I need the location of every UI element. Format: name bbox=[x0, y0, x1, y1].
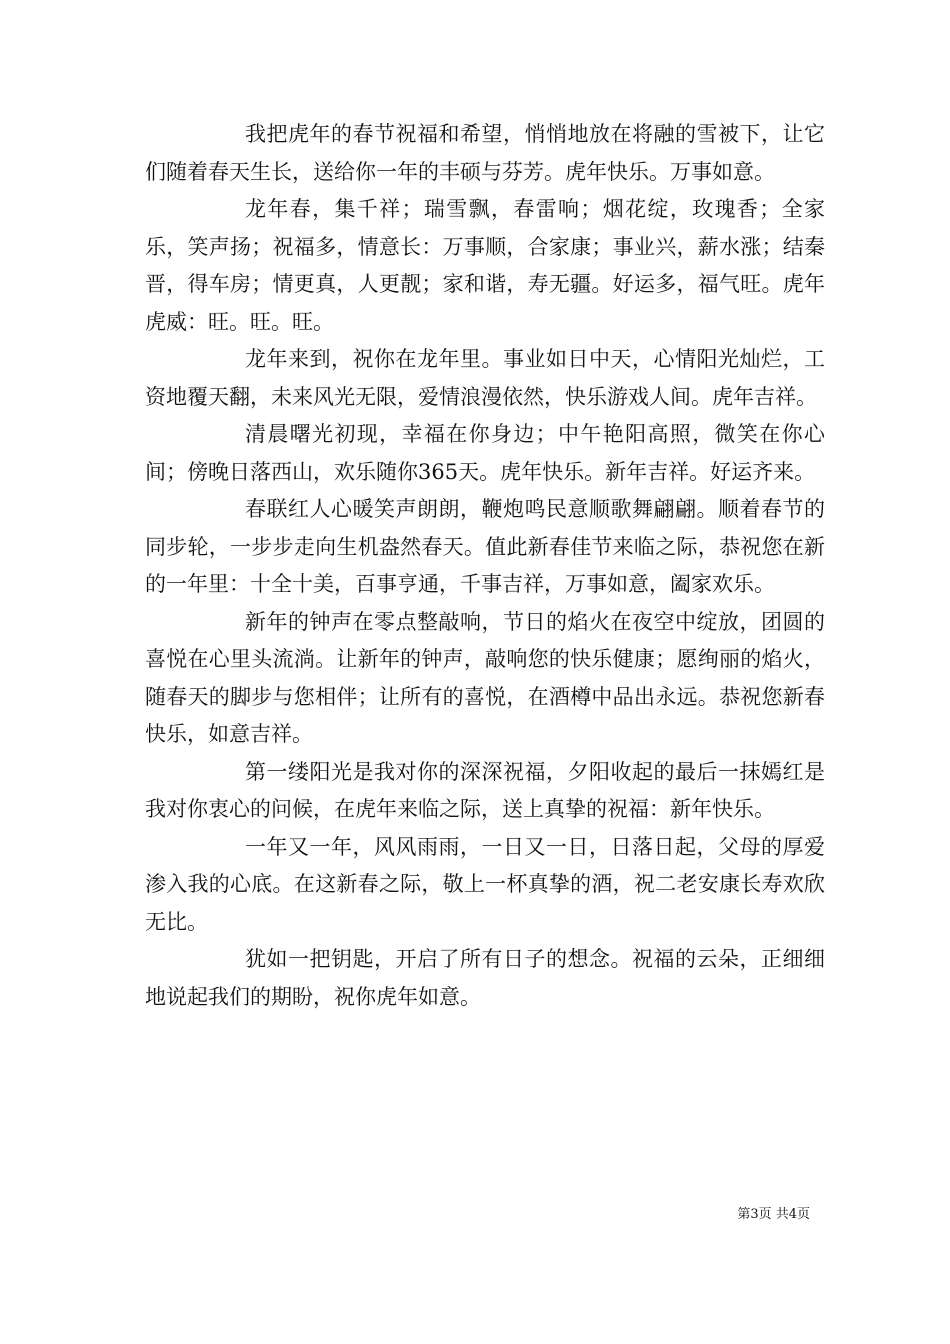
paragraph: 龙年春，集千祥；瑞雪飘，春雷响；烟花绽，玫瑰香；全家乐，笑声扬；祝福多，情意长：万事顺，合家康；事业兴，薪水涨；结秦晋，得车房；情更真，人更靓；家和谐，寿无疆。好运多，福气旺。虎年虎威：旺。旺。旺。 bbox=[145, 197, 825, 334]
paragraph: 龙年来到，祝你在龙年里。事业如日中天，心情阳光灿烂，工资地覆天翻，未来风光无限，爱情浪漫依然，快乐游戏人间。虎年吉祥。 bbox=[145, 347, 825, 409]
paragraph: 我把虎年的春节祝福和希望，悄悄地放在将融的雪被下，让它们随着春天生长，送给你一年的丰硕与芬芳。虎年快乐。万事如意。 bbox=[145, 122, 825, 184]
paragraph: 犹如一把钥匙，开启了所有日子的想念。祝福的云朵，正细细地说起我们的期盼，祝你虎年如意。 bbox=[145, 947, 825, 1009]
page-number-footer: 第3页 共4页 bbox=[737, 1207, 810, 1222]
paragraph: 第一缕阳光是我对你的深深祝福，夕阳收起的最后一抹嫣红是我对你衷心的问候，在虎年来临之际，送上真挚的祝福：新年快乐。 bbox=[145, 759, 825, 821]
paragraph: 新年的钟声在零点整敲响，节日的焰火在夜空中绽放，团圆的喜悦在心里头流淌。让新年的钟声，敲响您的快乐健康；愿绚丽的焰火，随春天的脚步与您相伴；让所有的喜悦，在酒樽中品出永远。恭祝您新春快乐，如意吉祥。 bbox=[145, 609, 825, 746]
paragraph: 春联红人心暖笑声朗朗，鞭炮鸣民意顺歌舞翩翩。顺着春节的同步轮，一步步走向生机盎然春天。值此新春佳节来临之际，恭祝您在新的一年里：十全十美，百事亨通，千事吉祥，万事如意，阖家欢乐。 bbox=[145, 497, 825, 596]
document-body bbox=[145, 116, 825, 1016]
paragraph: 一年又一年，风风雨雨，一日又一日，日落日起，父母的厚爱渗入我的心底。在这新春之际，敬上一杯真挚的酒，祝二老安康长寿欢欣无比。 bbox=[145, 834, 825, 934]
paragraph: 清晨曙光初现，幸福在你身边；中午艳阳高照，微笑在你心间；傍晚日落西山，欢乐随你365天。虎年快乐。新年吉祥。好运齐来。 bbox=[145, 422, 825, 484]
